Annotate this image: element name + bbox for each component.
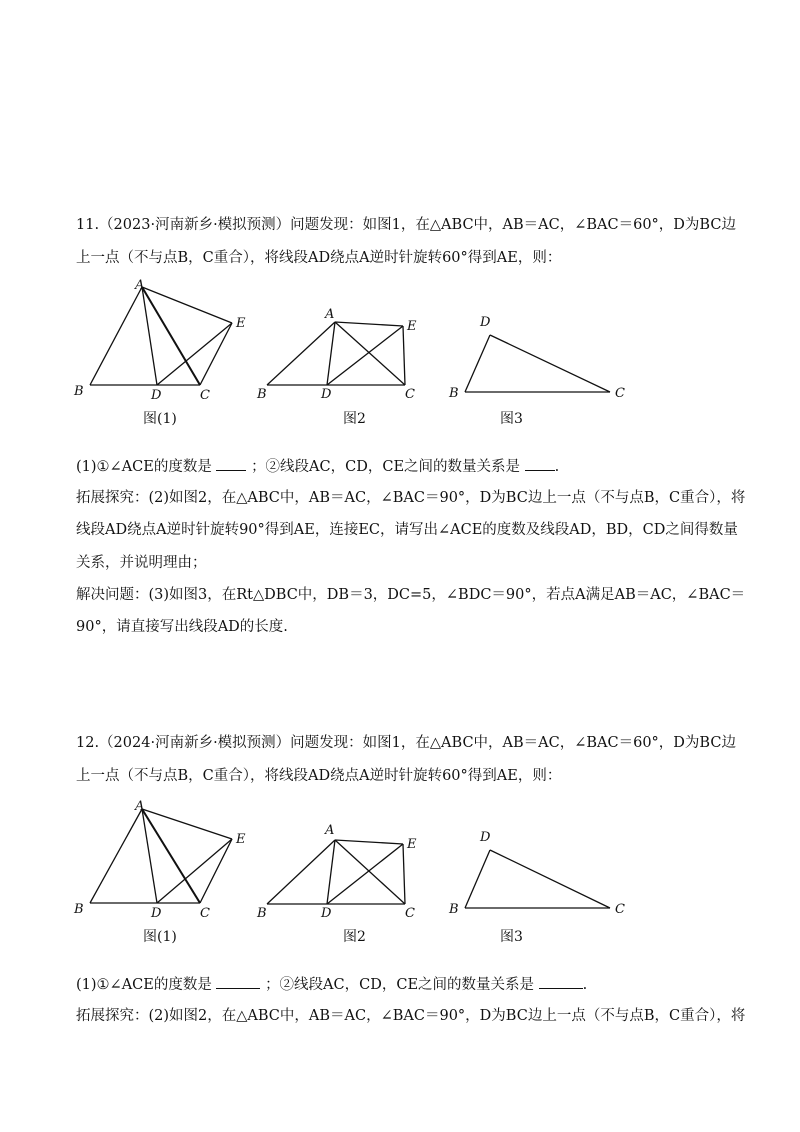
p12-q1-part1: (1)①∠ACE的度数是 [76,977,212,993]
p12-f3-label-c: C [615,902,625,917]
p11-f1-label-d: D [151,388,162,403]
p12-f1-label-c: C [200,906,210,921]
p12-q1-blank-1[interactable] [216,974,260,989]
p11-q2-line1: 拓展探究：(2)如图2，在△ABC中，AB＝AC，∠BAC＝90°，D为BC边上一点（不与点B，C重合），将 [76,490,746,506]
p12-q1-part2: ；②线段AC，CD，CE之间的数量关系是 [265,977,535,993]
p11-q3-line2: 90°，请直接写出线段AD的长度. [76,619,288,635]
p11-f2-label-a: A [325,307,335,322]
p11-caption-3: 图3 [500,411,523,427]
p12-q1-end: . [582,977,588,993]
p12-f2-label-a: A [325,823,335,838]
p11-q2-line3: 关系，并说明理由； [76,555,207,571]
p11-f1-label-c: C [200,388,210,403]
p11-line1: 11.（2023·河南新乡·模拟预测）问题发现：如图1，在△ABC中，AB＝AC，∠BAC＝60°，D为BC边 [76,217,736,233]
p12-figure-1 [70,795,260,925]
p11-caption-1: 图(1) [143,411,177,427]
p12-f2-label-e: E [407,837,417,852]
p12-f3-label-d: D [480,830,491,845]
p11-q1-blank-2[interactable] [525,456,555,471]
p11-f2-label-b: B [257,387,267,402]
p11-q1-part1: (1)①∠ACE的度数是 [76,459,212,475]
p11-figure-1 [70,275,260,405]
p12-f2-label-d: D [321,906,332,921]
p11-q1-part2: ；②线段AC，CD，CE之间的数量关系是 [251,459,521,475]
p12-f1-label-d: D [151,906,162,921]
p11-line2: 上一点（不与点B，C重合），将线段AD绕点A逆时针旋转60°得到AE，则： [76,250,562,266]
p12-q2-line1: 拓展探究：(2)如图2，在△ABC中，AB＝AC，∠BAC＝90°，D为BC边上一点（不与点B，C重合），将 [76,1008,746,1024]
p11-f3-label-b: B [449,386,459,401]
p12-figure-2 [255,820,425,925]
p12-caption-1: 图(1) [143,929,177,945]
p12-q1 [76,974,587,995]
p12-figure-3 [445,826,635,921]
p12-f1-label-a: A [135,799,145,814]
p11-f2-label-e: E [407,319,417,334]
p12-f3-label-b: B [449,902,459,917]
p11-f3-label-d: D [480,315,491,330]
p11-f1-label-b: B [74,384,84,399]
p12-f1-label-b: B [74,902,84,917]
p12-q1-blank-2[interactable] [539,974,583,989]
p12-line2: 上一点（不与点B，C重合），将线段AD绕点A逆时针旋转60°得到AE，则： [76,768,562,784]
p12-f1-label-e: E [236,832,246,847]
p11-f2-label-c: C [405,387,415,402]
p12-caption-3: 图3 [500,929,523,945]
p11-figure-2 [255,300,425,405]
p11-f1-label-a: A [135,278,145,293]
p11-q3-line1: 解决问题：(3)如图3，在Rt△DBC中，DB＝3，DC=5，∠BDC＝90°，若点A满足AB＝AC，∠BAC＝ [76,587,746,603]
p11-q1-blank-1[interactable] [216,456,246,471]
p12-f2-label-b: B [257,906,267,921]
p11-f2-label-d: D [321,387,332,402]
p12-caption-2: 图2 [343,929,366,945]
p11-q2-line2: 线段AD绕点A逆时针旋转90°得到AE，连接EC，请写出∠ACE的度数及线段AD，BD，CD之间得数量 [76,522,738,538]
p11-q1-end: . [554,459,560,475]
p12-line1: 12.（2024·河南新乡·模拟预测）问题发现：如图1，在△ABC中，AB＝AC，∠BAC＝60°，D为BC边 [76,735,736,751]
p12-f2-label-c: C [405,906,415,921]
p11-f3-label-c: C [615,386,625,401]
p11-caption-2: 图2 [343,411,366,427]
p11-figure-3 [445,308,635,403]
p11-q1 [76,456,559,477]
p11-f1-label-e: E [236,316,246,331]
